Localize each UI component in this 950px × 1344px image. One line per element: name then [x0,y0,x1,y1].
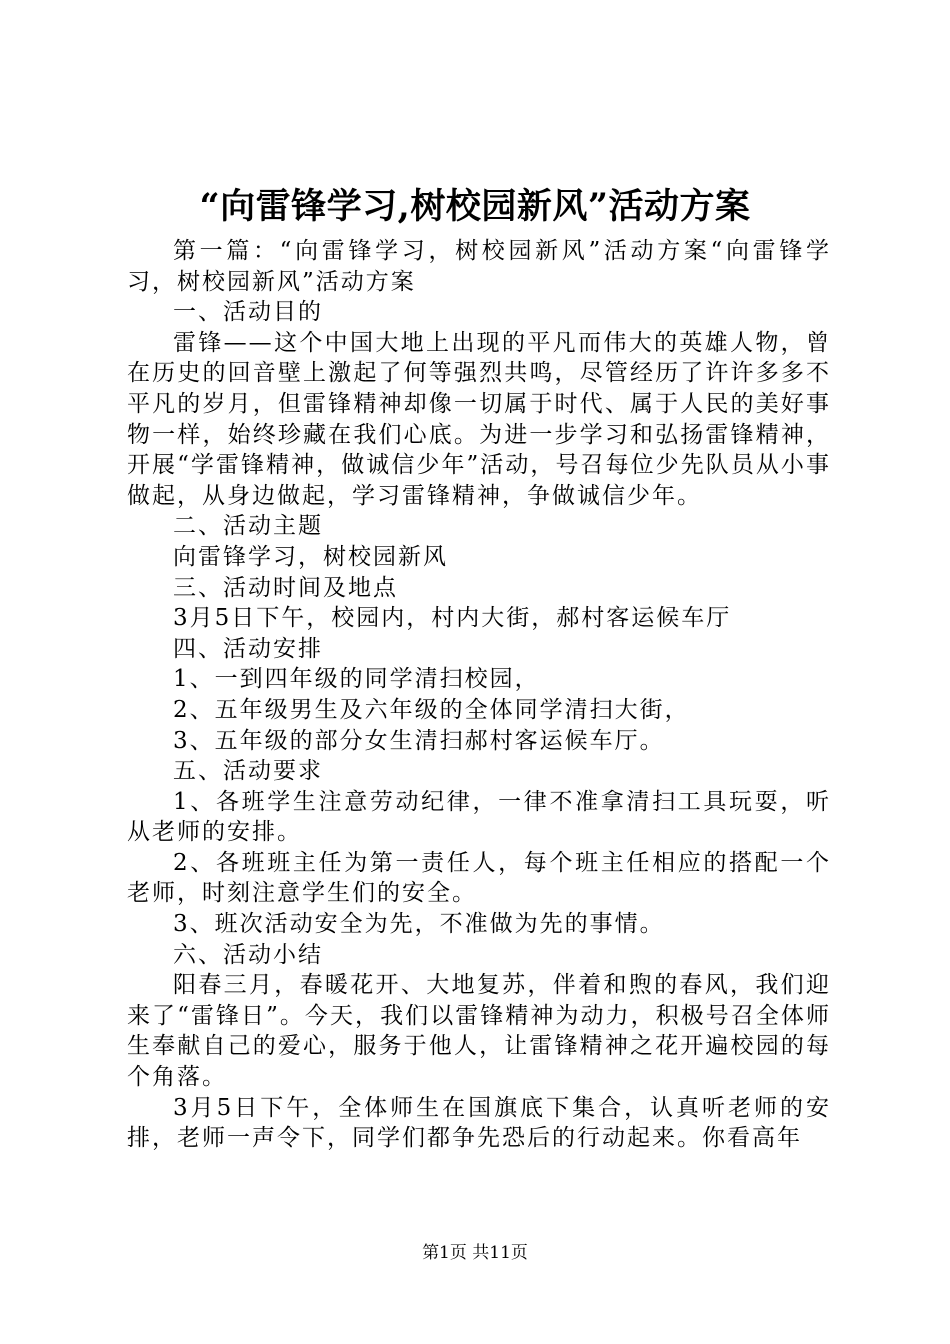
paragraph: 雷锋——这个中国大地上出现的平凡而伟大的英雄人物，曾在历史的回音壁上激起了何等强烈共鸣，尽管经历了许许多多不平凡的岁月，但雷锋精神却像一切属于时代、属于人民的美好事物一样，始终珍藏在我们心底。为进一步学习和弘扬雷锋精神，开展“学雷锋精神，做诚信少年”活动，号召每位少先队员从小事做起，从身边做起，学习雷锋精神，争做诚信少年。 [127,329,831,509]
paragraph: 向雷锋学习，树校园新风 [173,543,448,570]
page-footer: 第1页 共11页 [422,1243,528,1263]
list-item: 1、一到四年级的同学清扫校园， [173,666,540,693]
section-heading: 四、活动安排 [173,635,323,662]
list-item: 3、班次活动安全为先，不准做为先的事情。 [173,911,665,938]
list-item: 2、各班班主任为第一责任人，每个班主任相应的搭配一个老师，时刻注意学生们的安全。 [127,849,831,907]
section-heading: 二、活动主题 [173,513,323,540]
paragraph: 3月5日下午，全体师生在国旗底下集合，认真听老师的安排，老师一声令下，同学们都争先恐后的行动起来。你看高年 [127,1094,831,1152]
document-title: “向雷锋学习,树校园新风”活动方案 [199,186,751,227]
section-heading: 五、活动要求 [173,758,323,785]
paragraph: 3月5日下午，校园内，村内大街，郝村客运候车厅 [173,605,732,632]
list-item: 3、五年级的部分女生清扫郝村客运候车厅。 [173,727,665,754]
paragraph: 阳春三月，春暖花开、大地复苏，伴着和煦的春风，我们迎来了“雷锋日”。今天，我们以雷锋精神为动力，积极号召全体师生奉献自己的爱心，服务于他人，让雷锋精神之花开遍校园的每个角落。 [127,972,831,1091]
list-item: 1、各班学生注意劳动纪律，一律不准拿清扫工具玩耍，听从老师的安排。 [127,788,831,846]
section-heading: 六、活动小结 [173,941,323,968]
document-body [127,236,831,1154]
list-item: 2、五年级男生及六年级的全体同学清扫大街， [173,696,690,723]
section-heading: 三、活动时间及地点 [173,574,398,601]
paragraph: 第一篇：“向雷锋学习，树校园新风”活动方案“向雷锋学习，树校园新风”活动方案 [127,238,831,295]
section-heading: 一、活动目的 [173,299,323,326]
